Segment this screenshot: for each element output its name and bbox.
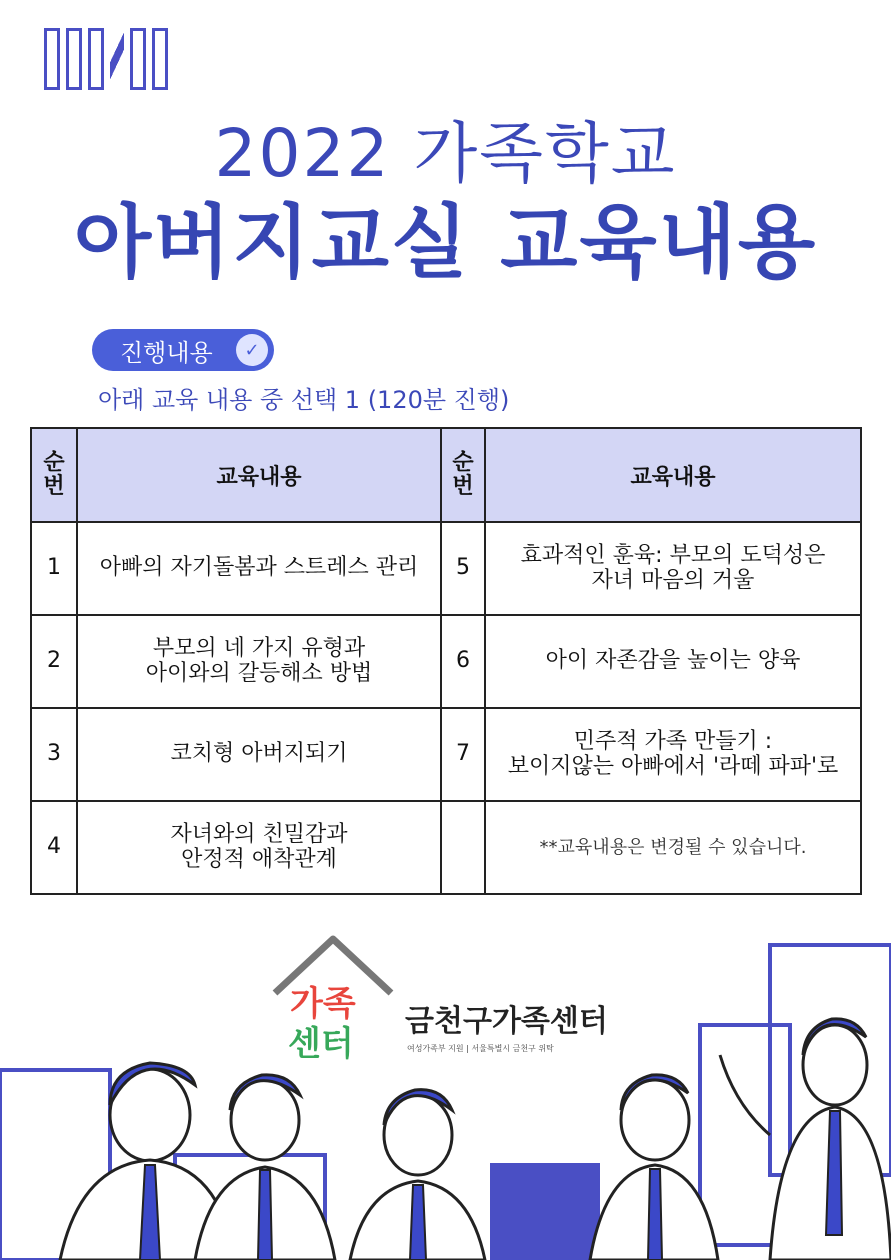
progress-badge xyxy=(92,329,274,371)
row-number: 2 xyxy=(31,615,77,708)
row-content: 자녀와의 친밀감과 안정적 애착관계 xyxy=(77,801,441,894)
table-row xyxy=(31,708,861,801)
table-row xyxy=(31,801,861,894)
header-content: 교육내용 xyxy=(485,428,861,522)
title-year: 2022 가족학교 xyxy=(214,115,677,192)
row-number: 4 xyxy=(31,801,77,894)
header-number: 순 번 xyxy=(441,428,485,522)
selection-note: 아래 교육 내용 중 선택 1 (120분 진행) xyxy=(98,386,510,414)
check-icon: ✓ xyxy=(236,334,268,366)
row-content: 아이 자존감을 높이는 양육 xyxy=(485,615,861,708)
change-notice: **교육내용은 변경될 수 있습니다. xyxy=(485,801,861,894)
curriculum-table xyxy=(30,427,862,895)
row-number: 7 xyxy=(441,708,485,801)
table-header xyxy=(31,428,861,522)
center-tagline: 여성가족부 지원 | 서울특별시 금천구 위탁 xyxy=(407,1044,554,1053)
row-number xyxy=(441,801,485,894)
person-figure xyxy=(350,1090,485,1260)
row-content: 아빠의 자기돌봄과 스트레스 관리 xyxy=(77,522,441,615)
person-figure xyxy=(720,1019,891,1260)
logo-mark-bottom: 센터 xyxy=(288,1024,354,1064)
row-number: 1 xyxy=(31,522,77,615)
row-content: 부모의 네 가지 유형과 아이와의 갈등해소 방법 xyxy=(77,615,441,708)
page-title: 아버지교실 교육내용 xyxy=(73,196,818,289)
row-content: 효과적인 훈육: 부모의 도덕성은 자녀 마음의 거울 xyxy=(485,522,861,615)
logo-mark-top: 가족 xyxy=(290,984,356,1024)
person-figure xyxy=(195,1075,335,1260)
row-number: 6 xyxy=(441,615,485,708)
badge-label: 진행내용 xyxy=(120,338,213,367)
table-row xyxy=(31,522,861,615)
header-number: 순 번 xyxy=(31,428,77,522)
row-number: 3 xyxy=(31,708,77,801)
illustration-area xyxy=(0,935,891,1260)
row-content: 코치형 아버지되기 xyxy=(77,708,441,801)
row-number: 5 xyxy=(441,522,485,615)
center-name: 금천구가족센터 xyxy=(405,1004,608,1039)
table-row xyxy=(31,615,861,708)
top-decoration xyxy=(44,28,168,90)
row-content: 민주적 가족 만들기 : 보이지않는 아빠에서 '라떼 파파'로 xyxy=(485,708,861,801)
header-content: 교육내용 xyxy=(77,428,441,522)
laptop-icon xyxy=(490,1163,600,1260)
